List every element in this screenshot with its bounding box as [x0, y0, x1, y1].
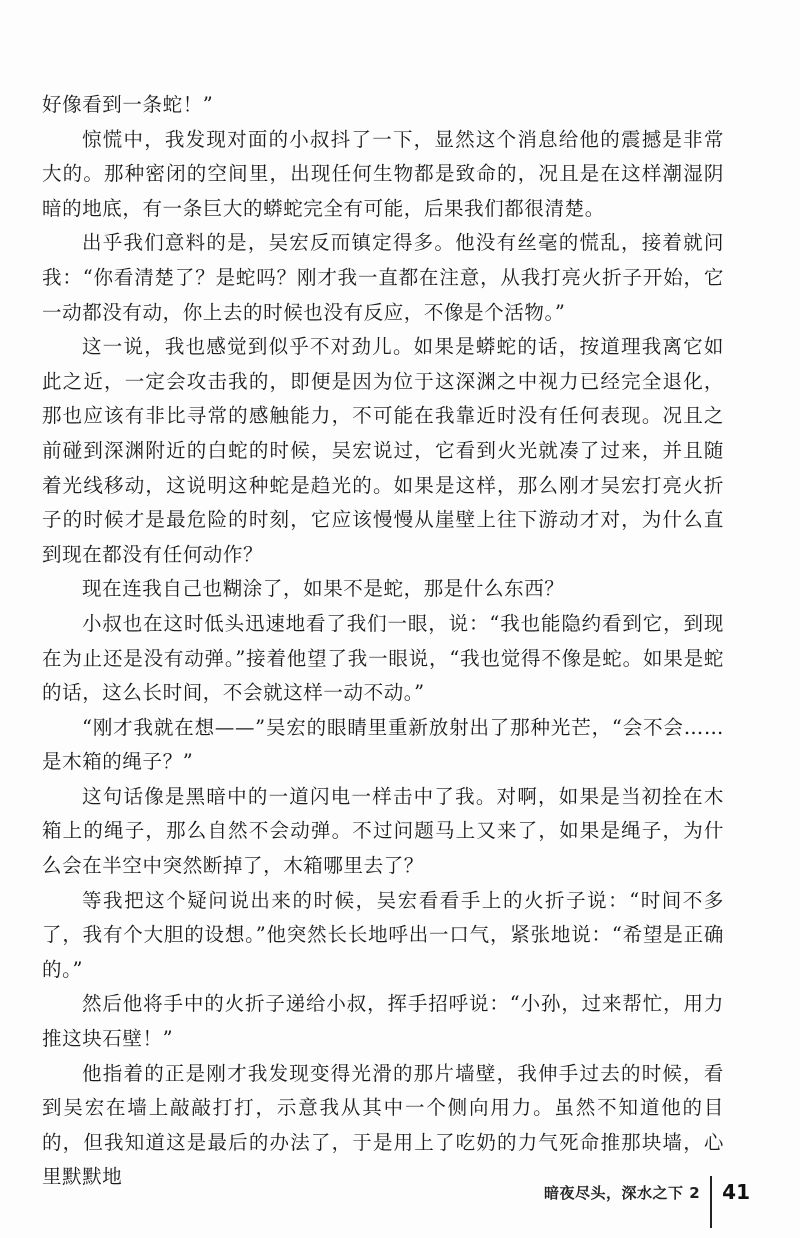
page-footer: [544, 1172, 750, 1212]
paragraph: 这句话像是黑暗中的一道闪电一样击中了我。对啊，如果是当初拴在木箱上的绳子，那么自然不会动弹。不过问题马上又来了，如果是绳子，为什么会在半空中突然断掉了，木箱哪里去了？: [42, 784, 724, 878]
paragraph: 现在连我自己也糊涂了，如果不是蛇，那是什么东西？: [82, 577, 565, 601]
paragraph: 然后他将手中的火折子递给小叔，挥手招呼说：“小孙，过来帮忙，用力推这块石壁！”: [42, 992, 724, 1051]
running-title: 暗夜尽头，深水之下 2: [543, 1183, 701, 1202]
page-number: 41: [722, 1180, 750, 1204]
paragraph: 惊慌中，我发现对面的小叔抖了一下，显然这个消息给他的震撼是非常大的。那种密闭的空间里，出现任何生物都是致命的，况且是在这样潮湿阴暗的地底，有一条巨大的蟒蛇完全有可能，后果我们都很清楚。: [42, 127, 724, 220]
paragraph: 他指着的正是刚才我发现变得光滑的那片墙壁，我伸手过去的时候，看到吴宏在墙上敲敲打打，示意我从其中一个侧向用力。虽然不知道他的目的，但我知道这是最后的办法了，于是用上了吃奶的力气死命推那块墙，心里默默地: [42, 1061, 724, 1189]
paragraph: 好像看到一条蛇！”: [42, 93, 214, 116]
paragraph: 这一说，我也感觉到似乎不对劲儿。如果是蟒蛇的话，按道理我离它如此之近，一定会攻击我的，即便是因为位于这深渊之中视力已经完全退化，那也应该有非比寻常的感触能力，不可能在我靠近时没有任何表现。况且之前碰到深渊附近的白蛇的时候，吴宏说过，它看到火光就凑了过来，并且随着光线移动，这说明这种蛇是趋光的。如果是这样，那么刚才吴宏打亮火折子的时候才是最危险的时刻，它应该慢慢从崖壁上往下游动才对，为什么直到现在都没有任何动作？: [42, 335, 724, 566]
paragraph: 等我把这个疑问说出来的时候，吴宏看看手上的火折子说：“时间不多了，我有个大胆的设想。”他突然长长地呼出一口气，紧张地说：“希望是正确的。”: [42, 888, 724, 981]
paragraph: “刚才我就在想——”吴宏的眼睛里重新放射出了那种光芒，“会不会……是木箱的绳子？”: [42, 715, 724, 774]
paragraph: 出乎我们意料的是，吴宏反而镇定得多。他没有丝毫的慌乱，接着就问我：“你看清楚了？是蛇吗？刚才我一直都在注意，从我打亮火折子开始，它一动都没有动，你上去的时候也没有反应，不像是个活物。”: [42, 231, 724, 324]
body-text: [42, 88, 724, 1195]
paragraph: 小叔也在这时低头迅速地看了我们一眼，说：“我也能隐约看到它，到现在为止还是没有动弹。”接着他望了我一眼说，“我也觉得不像是蛇。如果是蛇的话，这么长时间，不会就这样一动不动。”: [42, 611, 724, 705]
